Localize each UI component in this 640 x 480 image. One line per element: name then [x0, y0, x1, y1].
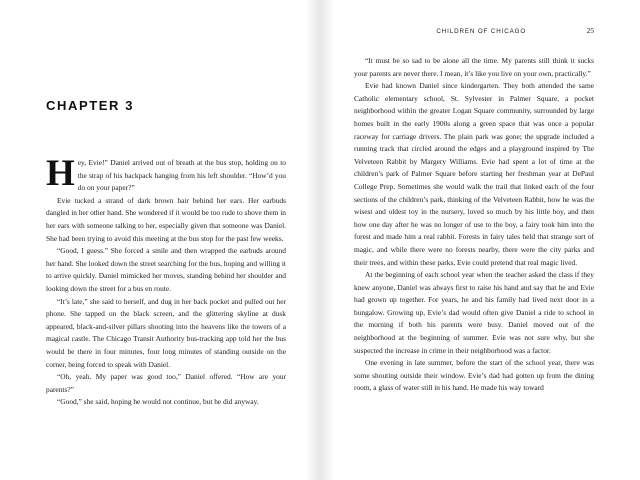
paragraph-text: ey, Evie!” Daniel arrived out of breath at the bus stop, holding on to the strap of his backpack hanging from his left shoulder. “How’d you do on your paper?” — [77, 158, 286, 193]
body-paragraph: “Oh, yeah. My paper was good too,” Daniel offered. “How are your parents?” — [46, 372, 286, 394]
body-paragraph: “Good,” she said, hoping he would not continue, but he did anyway. — [57, 397, 259, 407]
chapter-title: CHAPTER 3 — [46, 98, 135, 113]
body-paragraph: Evie tucked a strand of dark brown hair behind her ears. Her earbuds dangled in her other hand. She wondered if it would be too rude to shove them in her ears with someone talking to her, especially given that someone was Daniel. She had been trying to avoid this meeting at the bus stop for the past few weeks. — [46, 195, 286, 243]
running-head — [354, 26, 594, 35]
right-page — [320, 0, 640, 480]
drop-cap: H — [46, 153, 75, 194]
page-number: 25 — [586, 26, 594, 35]
running-head-title: CHILDREN OF CHICAGO — [436, 28, 527, 35]
body-paragraph: Evie had known Daniel since kindergarten. They both attended the same Catholic elementary school, St. Sylvester in Palmer Square, a pocket neighborhood within the greater Logan Square community, surrounded by large homes built in the early 1900s along a green space that was once a popular raceway for carriage drivers. The plain park was gone; the upgrade included a running track that circled around the edges and a playground inspired by The Velveteen Rabbit by Margery Williams. Evie had spent a lot of time at the children’s park of Palmer Square before starting her freshman year at DePaul College Prep. Sometimes she would walk the trail that linked each of the four sections of the children’s park, thinking of the Velveteen Rabbit, how he was the wisest and oldest toy in the nursery, loved so much by his little boy, and then how one day after he was no longer of use to the boy, a fairy took him into the forest and made him a real rabbit. Forests in fairy tales held that strange sort of magic, and while there were no forests nearby, there were the city parks and their trees, and within these parks, Evie could pretend that real magic lived. — [354, 81, 594, 267]
body-paragraph: At the beginning of each school year when the teacher asked the class if they knew anyone, Daniel was always first to raise his hand and say that he and Evie had grown up together. For years, he and his family had lived next door in a bungalow. Growing up, Evie’s dad would often give Daniel a ride to school in the morning if both his parents were busy. Daniel moved out of the neighborhood at the beginning of summer. Evie was not sure why, but she suspected the increase in crime in their neighborhood was a factor. — [354, 270, 594, 355]
body-paragraph — [46, 153, 286, 195]
body-paragraph: “Good, I guess.” She forced a smile and then wrapped the earbuds around her hand. She looked down the street searching for the bus, hoping and willing it to arrive quickly. Daniel mimicked her moves, standing behind her shoulder and looking down the street for a bus en route. — [46, 246, 286, 293]
body-paragraph: “It’s late,” she said to herself, and dug in her back pocket and pulled out her phone. She tapped on the black screen, and the glittering skyline at dusk appeared, black-and-silver pillars shooting into the heavens like the towers of a magical castle. The Chicago Transit Authority bus-tracking app told her the bus would be there in four minutes, four long minutes of standing outside on the corner, being forced to speak with Daniel. — [46, 296, 286, 369]
body-paragraph: “It must be so sad to be alone all the time. My parents still think it sucks your parents are never there. I mean, it’s like you live on your own, practically.” — [354, 56, 594, 78]
body-paragraph: One evening in late summer, before the start of the school year, there was some shouting outside their window. Evie’s dad had gotten up from the dining room, a glass of water still in his hand. He made his way toward — [354, 358, 594, 393]
